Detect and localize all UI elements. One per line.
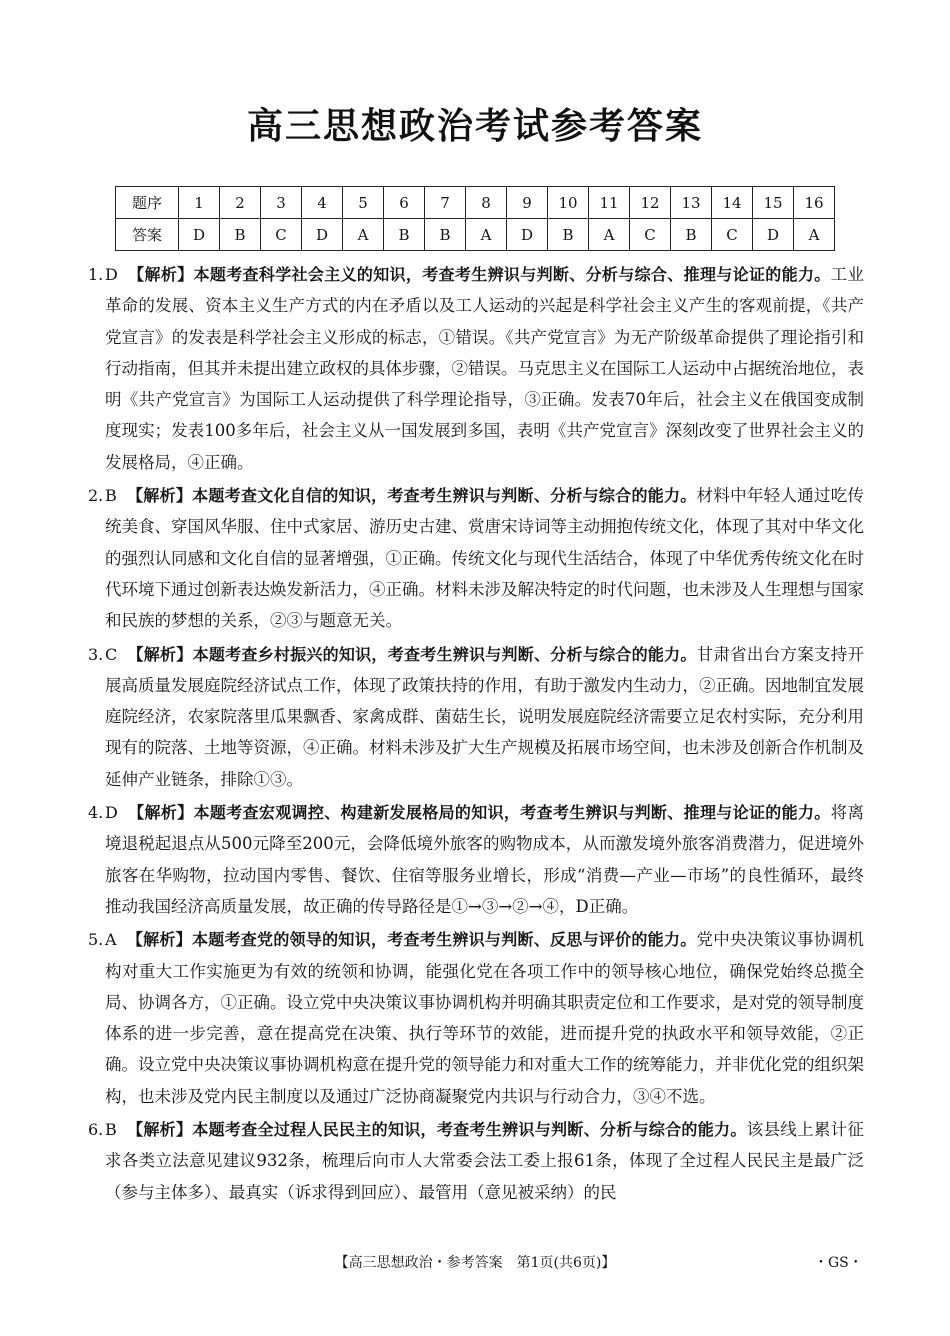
analysis-intro: 本题考查全过程人民民主的知识，考查考生辨识与判断、分析与综合的能力。 [192, 1120, 747, 1140]
question-number-cell: 11 [589, 187, 630, 219]
answer-cell: B [548, 219, 589, 251]
row-label-question-number: 题序 [116, 187, 179, 219]
analysis-tag: 【解析】 [126, 1120, 193, 1140]
analysis-body: 党中央决策议事协调机构对重大工作实施更为有效的统领和协调，能强化党在各项工作中的领导核心地位，确保党始终总揽全局、协调各方，①正确。设立党中央决策议事协调机构并明确其职责定位和工作要求，是对党的领导制度体系的进一步完善，意在提高党在决策、执行等环节的效能，进而提升党的执政水平和领导效能，②正确。设立党中央决策议事协调机构意在提升党的领导能力和对重大工作的统筹能力，并非优化党的组织架构，也未涉及党内民主制度以及通过广泛协商凝聚党内共识与行动合力，③④不选。 [105, 930, 864, 1106]
explanation-q4 [88, 797, 864, 922]
question-number-cell: 4 [302, 187, 343, 219]
answer-letter: A [105, 930, 117, 950]
explanation-q1 [88, 259, 864, 478]
answer-cell: A [343, 219, 384, 251]
analysis-tag: 【解析】 [126, 930, 192, 950]
explanation-q5 [88, 924, 864, 1112]
answer-cell: D [302, 219, 343, 251]
answer-cell: C [712, 219, 753, 251]
answer-cell: C [630, 219, 671, 251]
answer-cell: B [671, 219, 712, 251]
answer-row [116, 219, 835, 251]
row-label-answer: 答案 [116, 219, 179, 251]
answer-cell: D [179, 219, 220, 251]
question-number: 2. [88, 486, 104, 506]
question-number-cell: 2 [220, 187, 261, 219]
analysis-body: 工业革命的发展、资本主义生产方式的内在矛盾以及工人运动的兴起是科学社会主义产生的客观前提，《共产党宣言》的发表是科学社会主义形成的标志，①错误。《共产党宣言》为无产阶级革命提供了理论指引和行动指南，但其并未提出建立政权的具体步骤，②错误。马克思主义在国际工人运动中占据统治地位，表明《共产党宣言》为国际工人运动提供了科学理论指导，③正确。发表70年后，社会主义在俄国变成制度现实；发表100多年后，社会主义从一国发展到多国，表明《共产党宣言》深刻改变了世界社会主义的发展格局，④正确。 [105, 265, 864, 472]
analysis-tag: 【解析】 [126, 486, 193, 506]
answer-cell: D [753, 219, 794, 251]
answer-letter: D [105, 803, 118, 823]
question-number-cell: 8 [466, 187, 507, 219]
answer-letter: B [105, 486, 117, 506]
question-number-cell: 3 [261, 187, 302, 219]
analysis-body: 将离境退税起退点从500元降至200元，会降低境外旅客的购物成本，从而激发境外旅客消费潜力，促进境外旅客在华购物，拉动国内零售、餐饮、住宿等服务业增长，形成“消费—产业—市场”的良性循环，最终推动我国经济高质量发展，故正确的传导路径是①→③→②→④，D正确。 [105, 803, 864, 916]
answer-cell: A [589, 219, 630, 251]
answer-letter: B [105, 1120, 117, 1140]
page-footer: 【高三思想政治・参考答案 第1页(共6页)】 [334, 1255, 616, 1271]
question-number: 5. [88, 930, 104, 950]
analysis-intro: 本题考查宏观调控、构建新发展格局的知识，考查考生辨识与判断、推理与论证的能力。 [193, 803, 831, 823]
analysis-tag: 【解析】 [127, 265, 194, 284]
question-number-cell: 12 [630, 187, 671, 219]
explanation-q2 [88, 480, 864, 636]
question-number-cell: 6 [384, 187, 425, 219]
answer-cell: B [220, 219, 261, 251]
question-number: 1. [88, 265, 104, 284]
answer-letter: D [105, 265, 118, 284]
question-number: 6. [88, 1120, 104, 1140]
answer-letter: C [105, 644, 118, 664]
question-number-cell: 9 [507, 187, 548, 219]
question-number-cell: 7 [425, 187, 466, 219]
answer-cell: B [425, 219, 466, 251]
explanation-q3 [88, 639, 864, 795]
question-number-cell: 5 [343, 187, 384, 219]
answer-cell: C [261, 219, 302, 251]
analysis-body: 材料中年轻人通过吃传统美食、穿国风华服、住中式家居、游历史古建、赏唐宋诗词等主动拥抱传统文化，体现了其对中华文化的强烈认同感和文化自信的显著增强，①正确。传统文化与现代生活结合，体现了中华优秀传统文化在时代环境下通过创新表达焕发新活力，④正确。材料未涉及解决特定的时代问题，也未涉及人生理想与国家和民族的梦想的关系，②③与题意无关。 [105, 486, 864, 631]
question-number-row [116, 187, 835, 219]
answer-cell: A [794, 219, 835, 251]
analysis-tag: 【解析】 [127, 803, 194, 823]
explanation-q6 [88, 1114, 864, 1208]
answer-cell: B [384, 219, 425, 251]
question-number: 3. [88, 644, 104, 664]
analysis-intro: 本题考查科学社会主义的知识，考查考生辨识与判断、分析与综合、推理与论证的能力。 [193, 265, 831, 284]
question-number: 4. [88, 803, 104, 823]
answer-cell: D [507, 219, 548, 251]
analysis-body: 甘肃省出台方案支持开展高质量发展庭院经济试点工作，体现了政策扶持的作用，有助于激发内生动力，②正确。因地制宜发展庭院经济，农家院落里瓜果飘香、家禽成群、菌菇生长，说明发展庭院经济需要立足农村实际，充分利用现有的院落、土地等资源，④正确。材料未涉及扩大生产规模及拓展市场空间，也未涉及创新合作机制及延伸产业链条，排除①③。 [105, 644, 864, 789]
question-number-cell: 15 [753, 187, 794, 219]
answer-cell: A [466, 219, 507, 251]
footer-code: ・GS・ [814, 1255, 863, 1271]
analysis-body: 该县线上累计征求各类立法意见建议932条，梳理后向市人大常委会法工委上报61条，体现了全过程人民民主是最广泛（参与主体多）、最真实（诉求得到回应）、最管用（意见被采纳）的民 [105, 1120, 864, 1202]
question-number-cell: 13 [671, 187, 712, 219]
answer-table [115, 186, 835, 251]
question-number-cell: 14 [712, 187, 753, 219]
analysis-tag: 【解析】 [127, 644, 193, 664]
explanations [88, 259, 864, 1210]
question-number-cell: 16 [794, 187, 835, 219]
analysis-intro: 本题考查党的领导的知识，考查考生辨识与判断、反思与评价的能力。 [191, 930, 697, 950]
question-number-cell: 1 [179, 187, 220, 219]
analysis-intro: 本题考查文化自信的知识，考查考生辨识与判断、分析与综合的能力。 [192, 486, 697, 506]
page-title: 高三思想政治考试参考答案 [246, 106, 703, 147]
question-number-cell: 10 [548, 187, 589, 219]
analysis-intro: 本题考查乡村振兴的知识，考查考生辨识与判断、分析与综合的能力。 [192, 644, 697, 664]
